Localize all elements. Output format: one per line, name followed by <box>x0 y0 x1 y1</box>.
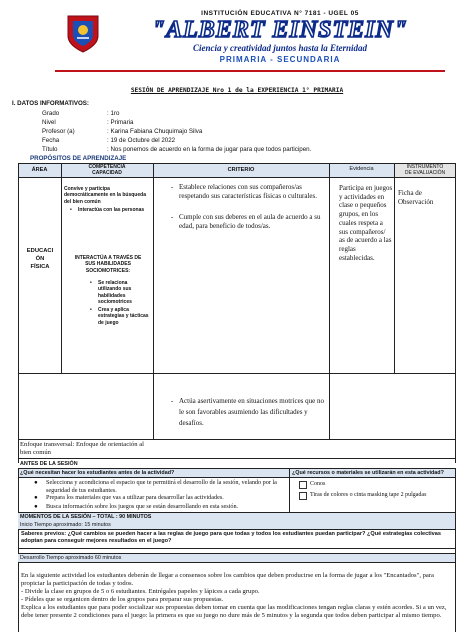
antes-heading: ANTES DE LA SESIÓN <box>20 461 78 467</box>
material-1-checkbox[interactable] <box>299 481 307 489</box>
table-line <box>455 468 456 632</box>
material-2: Tiras de colores o cinta masking tape 2 pulgadas <box>310 492 427 498</box>
saberes-previos: Saberes previos: ¿Qué cambios se pueden hacer a las reglas de juego para que todas y todos los estudiantes puedan participar? ¿Qué estrategias colectivas adoptan para conseguir mejores resultados en el juego? <box>21 531 441 545</box>
school-levels: PRIMARIA - SECUNDARIA <box>219 55 341 64</box>
bullet-icon: • <box>70 207 72 213</box>
antes-item-2-text: Prepara los materiales que vas a utilizar para desarrollar las actividades. <box>46 494 224 501</box>
bullet-icon: ● <box>34 503 38 510</box>
table-line <box>18 439 455 440</box>
competencia-1-title: Convive y participa democráticamente en la búsqueda del bien común <box>64 186 146 205</box>
table-line <box>18 177 455 178</box>
col-evidencia: Evidencia <box>349 166 374 172</box>
criterio-1-text: Establece relaciones con sus compañeros/as respetando sus características físicas o culturales. <box>179 183 318 200</box>
table-line <box>18 163 455 164</box>
competencia-2-title: INTERACTÚA A TRAVÉS DE SUS HABILIDADES SOCIOMOTRICES: <box>74 255 142 274</box>
antes-question-2: ¿Qué recursos o materiales se utilizarán en esta actividad? <box>292 470 444 476</box>
antes-question-1: ¿Qué necesitan hacer los estudiantes antes de la actividad? <box>20 470 175 476</box>
session-title: SESIÓN DE APRENDIZAJE Nro 1 de la EXPERIENCIA 1° PRIMARIA <box>130 87 344 94</box>
table-line <box>61 163 62 373</box>
desarrollo-label: Desarrollo Tiempo aproximado 60 minutos <box>20 555 122 561</box>
bullet-icon: - <box>171 397 174 405</box>
evidencia-cell: Participa en juegos y actividades en clase o pequeños grupos, en los cuales respeta a sus compañeros/ as de acuerdo a las reglas establecidas. <box>339 184 393 262</box>
institution-line: INSTITUCIÓN EDUCATIVA N° 7181 - UGEL 05 <box>201 10 359 17</box>
bullet-icon: - <box>171 183 174 191</box>
datos-label-nivel: Nivel <box>42 119 56 126</box>
competencia-2-item-2 <box>90 307 150 326</box>
datos-label-fecha: Fecha <box>42 137 60 144</box>
criterio-3-text: Actúa asertivamente en situaciones motrices que no le son favorables asumiendo las dificultades y desafíos. <box>179 397 325 427</box>
table-line <box>18 468 19 632</box>
table-line <box>329 163 330 373</box>
competencia-2-item-1 <box>90 280 150 305</box>
criterio-3 <box>171 396 325 429</box>
criterio-2 <box>171 213 325 231</box>
bullet-icon: - <box>171 213 174 221</box>
antes-item-1 <box>34 479 284 494</box>
header-divider <box>55 70 445 72</box>
col-competencia: COMPETENCIA CAPACIDAD <box>88 164 126 176</box>
datos-value-profesor: : Karina Fabiana Chuquimajo Silva <box>107 128 203 135</box>
desarrollo-paragraph-3: - Pídeles que se organicen dentro de los grupos para preparar sus propuestas. <box>21 596 224 603</box>
criterio-2-text: Cumple con sus deberes en el aula de acuerdo a su edad, para beneficio de todos/as. <box>179 213 321 230</box>
table-line <box>153 373 154 439</box>
table-line <box>329 373 330 439</box>
competencia-1-item <box>70 207 148 213</box>
table-line <box>18 373 455 374</box>
competencia-2-item-2-text: Crea y aplica estrategias y tácticas de juego <box>98 307 149 326</box>
table-line <box>394 163 395 373</box>
momentos-heading: MOMENTOS DE LA SESIÓN – TOTAL : 90 MINUTOS <box>20 514 152 520</box>
table-line <box>18 548 455 549</box>
table-line <box>153 163 154 373</box>
enfoque-transversal: Enfoque transversal: Enfoque de orientación al bien común <box>20 441 144 456</box>
datos-label-profesor: Profesor (a) <box>42 128 75 135</box>
datos-value-nivel: : Primaria <box>107 119 134 126</box>
datos-label-grado: Grado <box>42 110 60 117</box>
school-name: "ALBERT EINSTEIN" <box>151 17 409 43</box>
criterio-1 <box>171 183 325 201</box>
school-header <box>0 0 474 72</box>
bullet-icon: • <box>90 280 92 286</box>
table-line <box>18 163 19 463</box>
table-line <box>18 562 455 563</box>
col-area: ÁREA <box>31 167 48 173</box>
bullet-icon: ● <box>34 494 38 501</box>
material-2-checkbox[interactable] <box>299 492 307 500</box>
datos-value-titulo: : Nos ponemos de acuerdo en la forma de jugar para que todos participen. <box>107 146 312 153</box>
datos-heading: I. DATOS INFORMATIVOS: <box>12 100 89 107</box>
table-line <box>18 468 455 469</box>
instrumento-cell: Ficha de Observación <box>398 189 434 206</box>
table-line <box>18 512 455 513</box>
competencia-2-item-1-text: Se relaciona utilizando sus habilidades sociomotrices <box>98 280 132 305</box>
datos-value-grado: : 1ro <box>107 110 120 117</box>
competencia-1-item-text: Interactúa con las personas <box>78 207 145 213</box>
antes-item-1-text: Selecciona y acondiciona el espacio que te permitirá el desarrollo de la sesión, velando por la seguridad de tus estudiantes. <box>46 479 277 494</box>
school-motto: Ciencia y creatividad juntos hasta la Eternidad <box>192 43 367 53</box>
table-line <box>18 477 455 478</box>
col-criterio: CRITERIO <box>227 167 255 173</box>
table-line <box>455 163 456 463</box>
table-line <box>18 529 455 530</box>
table-line <box>18 553 455 554</box>
antes-item-3-text: Busca información sobre los juegos que se están desarrollando en esta sesión. <box>46 503 239 510</box>
antes-item-2 <box>34 494 284 502</box>
antes-item-3 <box>34 503 284 511</box>
col-instrumento: INSTRUMENTO DE EVALUACIÓN <box>404 164 446 176</box>
inicio-label: Inicio Tiempo aproximado: 15 minutos <box>20 522 111 528</box>
desarrollo-paragraph-4: Explica a los estudiantes que para poder socializar sus propuestas deben tomar en cuenta que las modificaciones tengan reglas claras y estén acordes. Si a un vez, debe tener presente 2 condiciones para el juego: la primera es que su juego no dure más de 5 minutos y la segunda que todos deben participar al mismo tiempo. <box>21 604 447 619</box>
datos-label-titulo: Título <box>42 146 58 153</box>
datos-value-fecha: : 19 de Octubre del 2022 <box>107 137 176 144</box>
bullet-icon: ● <box>34 479 38 486</box>
table-line <box>18 458 455 459</box>
school-crest-icon <box>66 14 100 54</box>
propositos-heading: PROPÓSITOS DE APRENDIZAJE <box>30 155 127 162</box>
area-cell: EDUCACI ÓN FÍSICA <box>26 248 54 270</box>
bullet-icon: • <box>90 307 92 313</box>
desarrollo-paragraph-1: En la siguiente actividad los estudiantes deberán de llegar a consensos sobre los cambios que deben producirse en la forma de jugar a los "Encantados", para propiciar la participación de todas y todos. <box>21 572 434 587</box>
table-line <box>289 468 290 512</box>
desarrollo-paragraph-2: - Divide la clase en grupos de 5 o 6 estudiantes. Entrégales papeles y lápices a cada grupo. <box>21 588 260 595</box>
material-1: Conos <box>310 481 326 487</box>
